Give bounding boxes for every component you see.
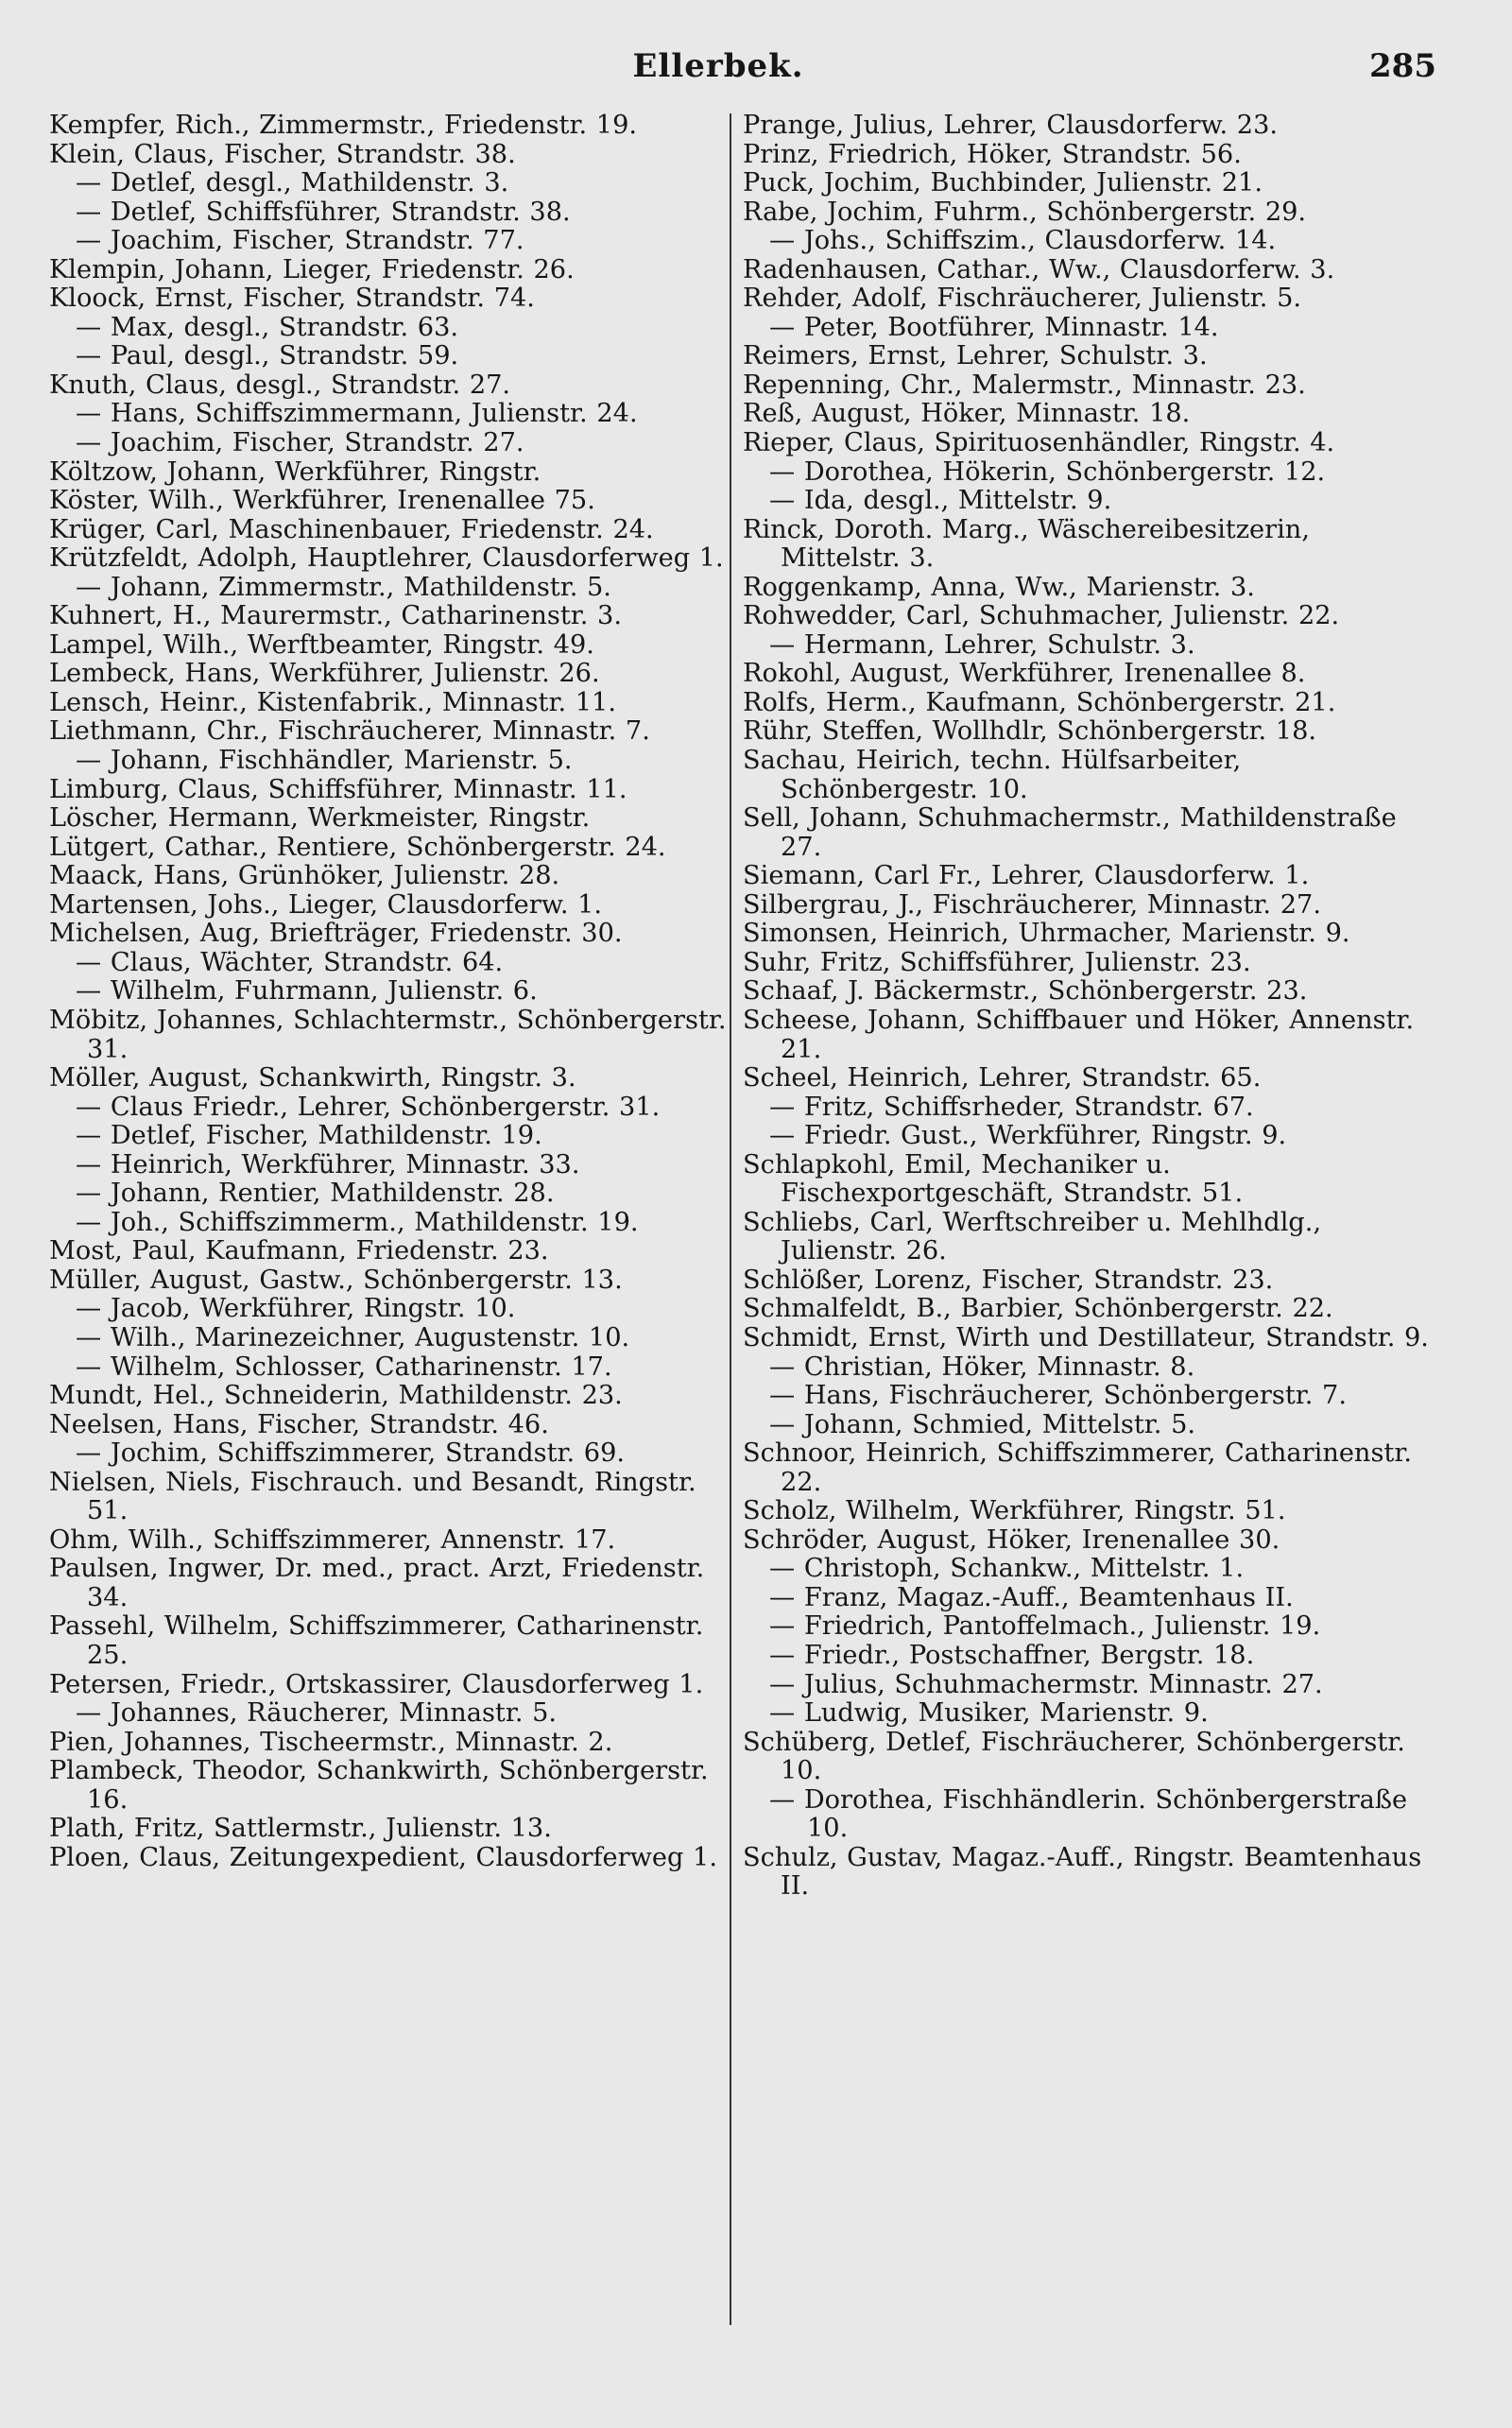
directory-entry: Radenhausen, Cathar., Ww., Clausdorferw. 3. <box>743 254 1335 284</box>
directory-entry: Rehder, Adolf, Fischräucherer, Julienstr. 5. <box>743 284 1302 314</box>
directory-entry: Sachau, Heirich, techn. Hülfsarbeiter, Schönbergestr. 10. <box>743 746 1242 804</box>
directory-entry: Roggenkamp, Anna, Ww., Marienstr. 3. <box>743 572 1255 602</box>
directory-entry: — Hans, Schiffszimmermann, Julienstr. 24. <box>76 399 638 429</box>
directory-entry: Reimers, Ernst, Lehrer, Schulstr. 3. <box>743 341 1208 371</box>
directory-entry: Köster, Wilh., Werkführer, Irenenallee 75. <box>49 486 595 516</box>
page-title: Ellerbek. <box>632 47 804 85</box>
directory-entry: — Joachim, Fischer, Strandstr. 77. <box>76 226 524 256</box>
directory-entry: — Joh., Schiffszimmerm., Mathildenstr. 19. <box>76 1207 639 1237</box>
directory-entry: Ploen, Claus, Zeitungexpedient, Clausdorferweg 1. <box>49 1842 717 1872</box>
directory-entry: — Peter, Bootführer, Minnastr. 14. <box>769 312 1219 342</box>
directory-entry: Simonsen, Heinrich, Uhrmacher, Marienstr. 9. <box>743 919 1350 949</box>
directory-entry: Schaaf, J. Bäckermstr., Schönbergerstr. 23. <box>743 976 1308 1007</box>
directory-entry: Schulz, Gustav, Magaz.-Auff., Ringstr. Beamtenhaus II. <box>743 1842 1422 1902</box>
directory-entry: — Dorothea, Hökerin, Schönbergerstr. 12. <box>769 456 1326 487</box>
column-divider <box>730 113 731 2325</box>
directory-entry: — Friedr. Gust., Werkführer, Ringstr. 9. <box>769 1121 1287 1151</box>
directory-entry: Repenning, Chr., Malermstr., Minnastr. 23. <box>743 370 1306 400</box>
directory-entry: Prinz, Friedrich, Höker, Strandstr. 56. <box>743 139 1242 169</box>
directory-entry: Lensch, Heinr., Kistenfabrik., Minnastr. 11. <box>49 687 616 717</box>
directory-entry: Ohm, Wilh., Schiffszimmerer, Annenstr. 17. <box>49 1524 616 1555</box>
directory-entry: — Max, desgl., Strandstr. 63. <box>76 312 459 342</box>
directory-entry: Liethmann, Chr., Fischräucherer, Minnastr. 7. <box>49 716 650 747</box>
directory-entry: — Johann, Zimmermstr., Mathildenstr. 5. <box>76 572 611 602</box>
directory-entry: — Julius, Schuhmachermstr. Minnastr. 27. <box>769 1669 1323 1699</box>
directory-entry: Krüger, Carl, Maschinenbauer, Friedenstr. 24. <box>49 514 654 544</box>
directory-entry: — Christian, Höker, Minnastr. 8. <box>769 1352 1195 1382</box>
page-header <box>38 47 1436 104</box>
directory-entry: — Detlef, Fischer, Mathildenstr. 19. <box>76 1121 542 1151</box>
directory-entry: Rieper, Claus, Spirituosenhändler, Ringstr. 4. <box>743 428 1335 458</box>
directory-entry: — Johann, Rentier, Mathildenstr. 28. <box>76 1179 555 1209</box>
directory-entry: Knuth, Claus, desgl., Strandstr. 27. <box>49 370 511 400</box>
directory-entry: — Hans, Fischräucherer, Schönbergerstr. 7. <box>769 1381 1347 1411</box>
directory-entry: — Detlef, desgl., Mathildenstr. 3. <box>76 168 509 198</box>
directory-entry: Michelsen, Aug, Briefträger, Friedenstr. 30. <box>49 919 623 949</box>
directory-entry: Rinck, Doroth. Marg., Wäschereibesitzerin, Mittelstr. 3. <box>743 514 1310 574</box>
directory-entry: Passehl, Wilhelm, Schiffszimmerer, Catharinenstr. 25. <box>49 1611 704 1670</box>
directory-entry: — Ludwig, Musiker, Marienstr. 9. <box>769 1698 1209 1729</box>
directory-entry: Löscher, Hermann, Werkmeister, Ringstr. <box>49 803 591 834</box>
directory-entry: — Friedr., Postschaffner, Bergstr. 18. <box>769 1640 1255 1670</box>
directory-entry: — Heinrich, Werkführer, Minnastr. 33. <box>76 1149 580 1180</box>
page-number: 285 <box>1369 47 1436 85</box>
directory-entry: Möbitz, Johannes, Schlachtermstr., Schönbergerstr. 31. <box>49 1005 727 1064</box>
directory-entry: Möller, August, Schankwirth, Ringstr. 3. <box>49 1063 576 1093</box>
directory-entry: Klein, Claus, Fischer, Strandstr. 38. <box>49 139 516 169</box>
directory-entry: — Wilhelm, Fuhrmann, Julienstr. 6. <box>76 976 538 1007</box>
directory-entry: Prange, Julius, Lehrer, Clausdorferw. 23. <box>743 111 1279 140</box>
directory-entry: Schüberg, Detlef, Fischräucherer, Schönbergerstr. 10. <box>743 1727 1405 1786</box>
directory-entry: — Jacob, Werkführer, Ringstr. 10. <box>76 1294 516 1324</box>
directory-entry: Rokohl, August, Werkführer, Irenenallee 8. <box>743 659 1306 689</box>
directory-entry: — Claus Friedr., Lehrer, Schönbergerstr. 31. <box>76 1092 661 1122</box>
directory-entry: Scholz, Wilhelm, Werkführer, Ringstr. 51. <box>743 1496 1286 1526</box>
directory-entry: Schliebs, Carl, Werftschreiber u. Mehlhdlg., Julienstr. 26. <box>743 1207 1322 1266</box>
directory-entry: Reß, August, Höker, Minnastr. 18. <box>743 399 1191 429</box>
directory-entry: Plath, Fritz, Sattlermstr., Julienstr. 13. <box>49 1814 552 1844</box>
directory-entry: Rohwedder, Carl, Schuhmacher, Julienstr. 22. <box>743 601 1340 631</box>
directory-entry: Schlößer, Lorenz, Fischer, Strandstr. 23. <box>743 1265 1274 1295</box>
directory-entry: — Ida, desgl., Mittelstr. 9. <box>769 486 1112 516</box>
directory-entry: Schmidt, Ernst, Wirth und Destillateur, Strandstr. 9. <box>743 1322 1429 1352</box>
directory-entry: — Wilh., Marinezeichner, Augustenstr. 10. <box>76 1322 630 1352</box>
directory-entry: — Detlef, Schiffsführer, Strandstr. 38. <box>76 197 571 227</box>
directory-entry: Schmalfeldt, B., Barbier, Schönbergerstr. 22. <box>743 1294 1333 1324</box>
directory-entry: — Franz, Magaz.-Auff., Beamtenhaus II. <box>769 1582 1294 1612</box>
directory-entry: Rühr, Steffen, Wollhdlr, Schönbergerstr. 18. <box>743 716 1317 747</box>
directory-entry: Maack, Hans, Grünhöker, Julienstr. 28. <box>49 861 560 891</box>
directory-entry: — Paul, desgl., Strandstr. 59. <box>76 341 459 371</box>
directory-entry: — Joachim, Fischer, Strandstr. 27. <box>76 428 524 458</box>
directory-entry: Lembeck, Hans, Werkführer, Julienstr. 26. <box>49 659 600 689</box>
directory-entry: Scheese, Johann, Schiffbauer und Höker, Annenstr. 21. <box>743 1005 1415 1064</box>
left-column <box>49 112 730 1872</box>
directory-entry: Pien, Johannes, Tischeermstr., Minnastr. 2. <box>49 1727 613 1757</box>
directory-entry: — Friedrich, Pantoffelmach., Julienstr. 19. <box>769 1611 1321 1642</box>
directory-entry: Rabe, Jochim, Fuhrm., Schönbergerstr. 29. <box>743 197 1307 227</box>
directory-entry: Schnoor, Heinrich, Schiffszimmerer, Catharinenstr. 22. <box>743 1438 1412 1497</box>
directory-entry: Lampel, Wilh., Werftbeamter, Ringstr. 49. <box>49 629 594 660</box>
directory-entry: — Johs., Schiffszim., Clausdorferw. 14. <box>769 226 1277 256</box>
directory-entry: Most, Paul, Kaufmann, Friedenstr. 23. <box>49 1236 549 1266</box>
directory-entry: — Dorothea, Fischhändlerin. Schönbergerstraße 10. <box>769 1784 1408 1844</box>
right-column <box>743 112 1433 1902</box>
directory-entry: Neelsen, Hans, Fischer, Strandstr. 46. <box>49 1409 549 1439</box>
directory-entry: — Jochim, Schiffszimmerer, Strandstr. 69. <box>76 1438 626 1469</box>
directory-entry: Limburg, Claus, Schiffsführer, Minnastr. 11. <box>49 774 627 804</box>
directory-entry: Scheel, Heinrich, Lehrer, Strandstr. 65. <box>743 1063 1262 1093</box>
directory-entry: Kloock, Ernst, Fischer, Strandstr. 74. <box>49 284 535 314</box>
directory-entry: Suhr, Fritz, Schiffsführer, Julienstr. 23. <box>743 947 1251 977</box>
directory-entry: — Christoph, Schankw., Mittelstr. 1. <box>769 1554 1245 1584</box>
directory-entry: Krützfeldt, Adolph, Hauptlehrer, Clausdorferweg 1. <box>49 543 724 574</box>
directory-entry: Schröder, August, Höker, Irenenallee 30. <box>743 1524 1280 1555</box>
directory-entry: Plambeck, Theodor, Schankwirth, Schönbergerstr. 16. <box>49 1756 709 1815</box>
directory-entry: — Johannes, Räucherer, Minnastr. 5. <box>76 1698 558 1729</box>
directory-entry: Schlapkohl, Emil, Mechaniker u. Fischexportgeschäft, Strandstr. 51. <box>743 1149 1244 1209</box>
directory-entry: Sell, Johann, Schuhmachermstr., Mathildenstraße 27. <box>743 803 1397 862</box>
directory-entry: Mundt, Hel., Schneiderin, Mathildenstr. 23. <box>49 1381 623 1411</box>
directory-entry: — Fritz, Schiffsrheder, Strandstr. 67. <box>769 1092 1254 1122</box>
directory-entry: Nielsen, Niels, Fischrauch. und Besandt, Ringstr. 51. <box>49 1467 696 1526</box>
directory-entry: Puck, Jochim, Buchbinder, Julienstr. 21. <box>743 168 1263 198</box>
directory-entry: Lütgert, Cathar., Rentiere, Schönbergerstr. 24. <box>49 832 666 862</box>
directory-entry: Kuhnert, H., Maurermstr., Catharinenstr. 3. <box>49 601 622 631</box>
directory-entry: — Johann, Fischhändler, Marienstr. 5. <box>76 746 573 776</box>
directory-entry: — Johann, Schmied, Mittelstr. 5. <box>769 1409 1196 1439</box>
directory-entry: Paulsen, Ingwer, Dr. med., pract. Arzt, Friedenstr. 34. <box>49 1554 705 1612</box>
directory-entry: Müller, August, Gastw., Schönbergerstr. 13. <box>49 1265 623 1295</box>
directory-entry: Rolfs, Herm., Kaufmann, Schönbergerstr. 21. <box>743 687 1336 717</box>
directory-entry: — Claus, Wächter, Strandstr. 64. <box>76 947 504 977</box>
directory-entry: Martensen, Johs., Lieger, Clausdorferw. 1. <box>49 889 603 920</box>
directory-entry: — Wilhelm, Schlosser, Catharinenstr. 17. <box>76 1352 612 1382</box>
directory-entry: Kempfer, Rich., Zimmermstr., Friedenstr. 19. <box>49 111 638 140</box>
directory-entry: Klempin, Johann, Lieger, Friedenstr. 26. <box>49 254 575 284</box>
directory-entry: Siemann, Carl Fr., Lehrer, Clausdorferw. 1. <box>743 861 1310 891</box>
directory-entry: Silbergrau, J., Fischräucherer, Minnastr. 27. <box>743 889 1321 920</box>
directory-entry: Költzow, Johann, Werkführer, Ringstr. <box>49 456 541 487</box>
directory-entry: — Hermann, Lehrer, Schulstr. 3. <box>769 629 1195 660</box>
directory-entry: Petersen, Friedr., Ortskassirer, Clausdorferweg 1. <box>49 1669 704 1699</box>
